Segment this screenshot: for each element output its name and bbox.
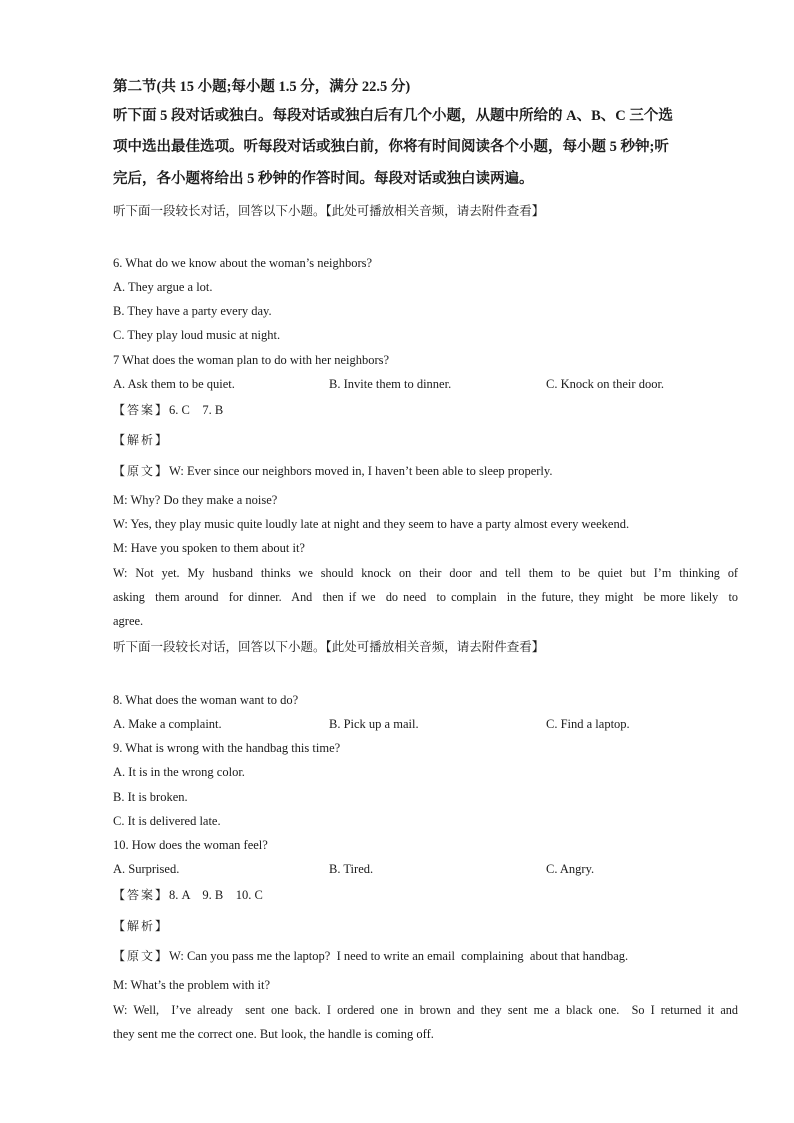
transcript-label: 【原文】 bbox=[113, 464, 170, 478]
instruction-line-1: 听下面 5 段对话或独白。每段对话或独白后有几个小题，从题中所给的 A、B、C 三个选 bbox=[113, 108, 673, 124]
q10-stem: 10. How does the woman feel? bbox=[113, 838, 268, 852]
group1-transcript-line-2: M: Why? Do they make a noise? bbox=[113, 493, 278, 507]
group1-answer bbox=[113, 402, 223, 418]
group1-transcript-line-6: asking them around for dinner. And then if we do need to complain in the future, they might be more likely to bbox=[113, 590, 738, 604]
q9-option-b: B. It is broken. bbox=[113, 790, 188, 804]
group2-analysis bbox=[113, 918, 169, 934]
q8-option-c: C. Find a laptop. bbox=[546, 717, 630, 731]
instruction-line-3: 完后，各小题将给出 5 秒钟的作答时间。每段对话或独白读两遍。 bbox=[113, 171, 534, 187]
q9-stem: 9. What is wrong with the handbag this time? bbox=[113, 741, 341, 755]
q8-options bbox=[113, 716, 630, 732]
transcript-text: W: Ever since our neighbors moved in, I haven’t been able to sleep properly. bbox=[169, 464, 553, 478]
analysis-label: 【解析】 bbox=[113, 919, 170, 933]
group1-transcript-line-7: agree. bbox=[113, 614, 144, 628]
group1-transcript-line-3: W: Yes, they play music quite loudly late at night and they seem to have a party almost every weekend. bbox=[113, 517, 630, 531]
group1-analysis bbox=[113, 432, 169, 448]
q10-options bbox=[113, 861, 594, 877]
q7-stem: 7 What does the woman plan to do with her neighbors? bbox=[113, 353, 390, 367]
answer-label: 【答案】 bbox=[113, 403, 170, 417]
q6-option-b: B. They have a party every day. bbox=[113, 304, 272, 318]
q8-stem: 8. What does the woman want to do? bbox=[113, 693, 299, 707]
group2-transcript-line-3: W: Well, I’ve already sent one back. I ordered one in brown and they sent me a black one. So I returned it and bbox=[113, 1003, 738, 1017]
q6-option-a: A. They argue a lot. bbox=[113, 280, 213, 294]
answer-value: 6. C 7. B bbox=[169, 403, 224, 417]
answer-label: 【答案】 bbox=[113, 888, 170, 902]
section-title: 第二节(共 15 小题;每小题 1.5 分，满分 22.5 分) bbox=[113, 79, 411, 95]
group2-answer bbox=[113, 887, 263, 903]
group1-transcript-line-1 bbox=[113, 463, 552, 479]
q7-option-a: A. Ask them to be quiet. bbox=[113, 377, 235, 391]
q6-stem: 6. What do we know about the woman’s neighbors? bbox=[113, 256, 373, 270]
group1-transcript-line-4: M: Have you spoken to them about it? bbox=[113, 541, 305, 555]
answer-value: 8. A 9. B 10. C bbox=[169, 888, 263, 902]
q7-option-c: C. Knock on their door. bbox=[546, 377, 665, 391]
group1-intro: 听下面一段较长对话，回答以下小题。【此处可播放相关音频，请去附件查看】 bbox=[113, 203, 545, 218]
q10-option-c: C. Angry. bbox=[546, 862, 595, 876]
group2-transcript-line-2: M: What’s the problem with it? bbox=[113, 978, 271, 992]
instruction-line-2: 项中选出最佳选项。听每段对话或独白前，你将有时间阅读各个小题，每小题 5 秒钟;听 bbox=[113, 139, 669, 155]
transcript-text: W: Can you pass me the laptop? I need to write an email complaining about that handbag. bbox=[169, 949, 629, 963]
q7-options bbox=[113, 376, 664, 392]
q9-option-c: C. It is delivered late. bbox=[113, 814, 221, 828]
q10-option-a: A. Surprised. bbox=[113, 862, 180, 876]
q6-option-c: C. They play loud music at night. bbox=[113, 328, 281, 342]
q9-option-a: A. It is in the wrong color. bbox=[113, 765, 245, 779]
group2-transcript-line-1 bbox=[113, 948, 628, 964]
q7-option-b: B. Invite them to dinner. bbox=[329, 377, 452, 391]
q8-option-a: A. Make a complaint. bbox=[113, 717, 222, 731]
group2-intro: 听下面一段较长对话，回答以下小题。【此处可播放相关音频，请去附件查看】 bbox=[113, 639, 545, 654]
group1-transcript-line-5: W: Not yet. My husband thinks we should knock on their door and tell them to be quiet but I’m thinking of bbox=[113, 566, 738, 580]
transcript-label: 【原文】 bbox=[113, 949, 170, 963]
group2-transcript-line-4: they sent me the correct one. But look, the handle is coming off. bbox=[113, 1027, 434, 1041]
q8-option-b: B. Pick up a mail. bbox=[329, 717, 419, 731]
analysis-label: 【解析】 bbox=[113, 433, 170, 447]
q10-option-b: B. Tired. bbox=[329, 862, 374, 876]
